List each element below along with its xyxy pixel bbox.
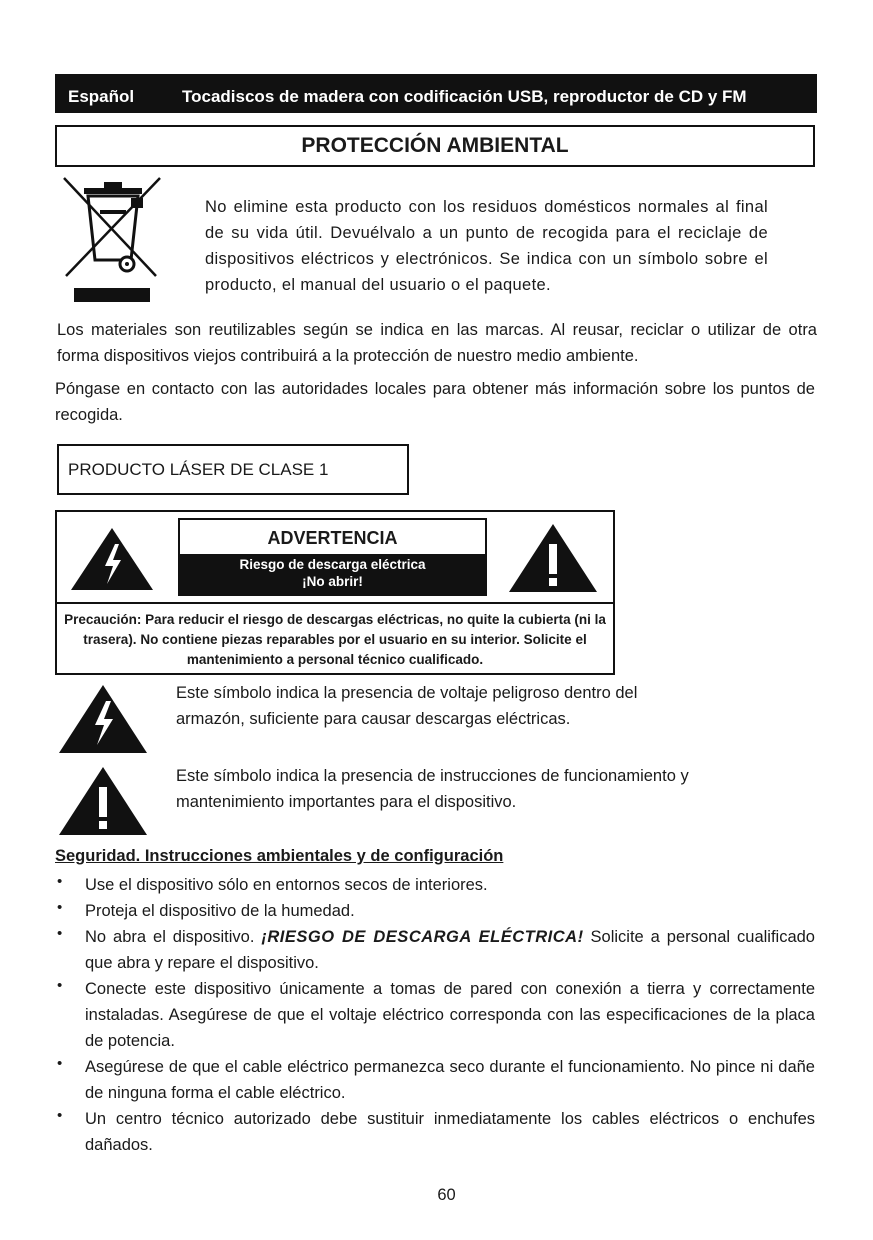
caution-text: Precaución: Para reducir el riesgo de descargas eléctricas, no quite la cubierta (ni la trasera). No contiene piezas reparables por el usuario en su interior. Solicite el mantenimiento a personal técnico cualificado. xyxy=(64,612,606,667)
warning-divider xyxy=(57,602,613,604)
electric-shock-warning: ¡RIESGO DE DESCARGA ELÉCTRICA! xyxy=(261,928,584,946)
list-item xyxy=(55,924,815,976)
weee-crossed-bin-icon xyxy=(60,176,165,304)
safety-section-title: Seguridad. Instrucciones ambientales y de configuración xyxy=(55,847,504,865)
laser-class-label: PRODUCTO LÁSER DE CLASE 1 xyxy=(57,444,409,495)
section-title-environment: PROTECCIÓN AMBIENTAL xyxy=(55,125,815,167)
list-item: • Un centro técnico autorizado debe sustituir inmediatamente los cables eléctricos o enchufes dañados. xyxy=(55,1106,815,1158)
warning-panel xyxy=(55,510,615,675)
contact-authorities-text: Póngase en contacto con las autoridades locales para obtener más información sobre los puntos de recogida. xyxy=(55,380,815,424)
list-item: • Use el dispositivo sólo en entornos secos de interiores. xyxy=(55,872,815,898)
header-title: Tocadiscos de madera con codificación USB, reproductor de CD y FM xyxy=(182,87,747,106)
list-item: • Proteja el dispositivo de la humedad. xyxy=(55,898,815,924)
list-item: • Conecte este dispositivo únicamente a tomas de pared con conexión a tierra y correctamente instaladas. Asegúrese de que el voltaje eléctrico corresponda con las especificaciones de la placa de potencia. xyxy=(55,976,815,1054)
page-number: 60 xyxy=(437,1186,456,1204)
warning-title: ADVERTENCIA xyxy=(267,528,398,548)
list-item: • Asegúrese de que el cable eléctrico permanezca seco durante el funcionamiento. No pince ni dañe de ninguna forma el cable eléctrico. xyxy=(55,1054,815,1106)
exclamation-warning-icon xyxy=(507,522,599,594)
list-item-text: Solicite a personal cualificado que abra y repare el dispositivo. xyxy=(85,928,815,972)
warning-risk-line2: ¡No abrir! xyxy=(302,574,363,589)
exclamation-warning-icon xyxy=(57,765,149,837)
page-header xyxy=(55,74,817,113)
safety-instructions-list xyxy=(55,872,815,1158)
warning-risk-strip xyxy=(180,554,485,594)
materials-text: Los materiales son reutilizables según se indica en las marcas. Al reusar, reciclar o utilizar de otra forma dispositivos viejos contribuirá a la protección de nuestro medio ambiente. xyxy=(57,321,817,365)
lightning-symbol-explanation: Este símbolo indica la presencia de voltaje peligroso dentro del armazón, suficiente para causar descargas eléctricas. xyxy=(176,684,638,728)
warning-label-box xyxy=(178,518,487,596)
exclamation-symbol-explanation: Este símbolo indica la presencia de instrucciones de funcionamiento y mantenimiento importantes para el dispositivo. xyxy=(176,767,689,811)
weee-disposal-text: No elimine esta producto con los residuos domésticos normales al final de su vida útil. Devuélvalo a un punto de recogida para el reciclaje de dispositivos eléctricos y electrónicos. Se indica con un símbolo sobre el producto, el manual del usuario o el paquete. xyxy=(205,198,768,294)
lightning-warning-icon xyxy=(57,683,149,755)
warning-risk-line1: Riesgo de descarga eléctrica xyxy=(239,557,426,572)
list-item-text: No abra el dispositivo. xyxy=(85,928,262,946)
lightning-warning-icon xyxy=(69,526,155,592)
header-language: Español xyxy=(68,87,135,106)
